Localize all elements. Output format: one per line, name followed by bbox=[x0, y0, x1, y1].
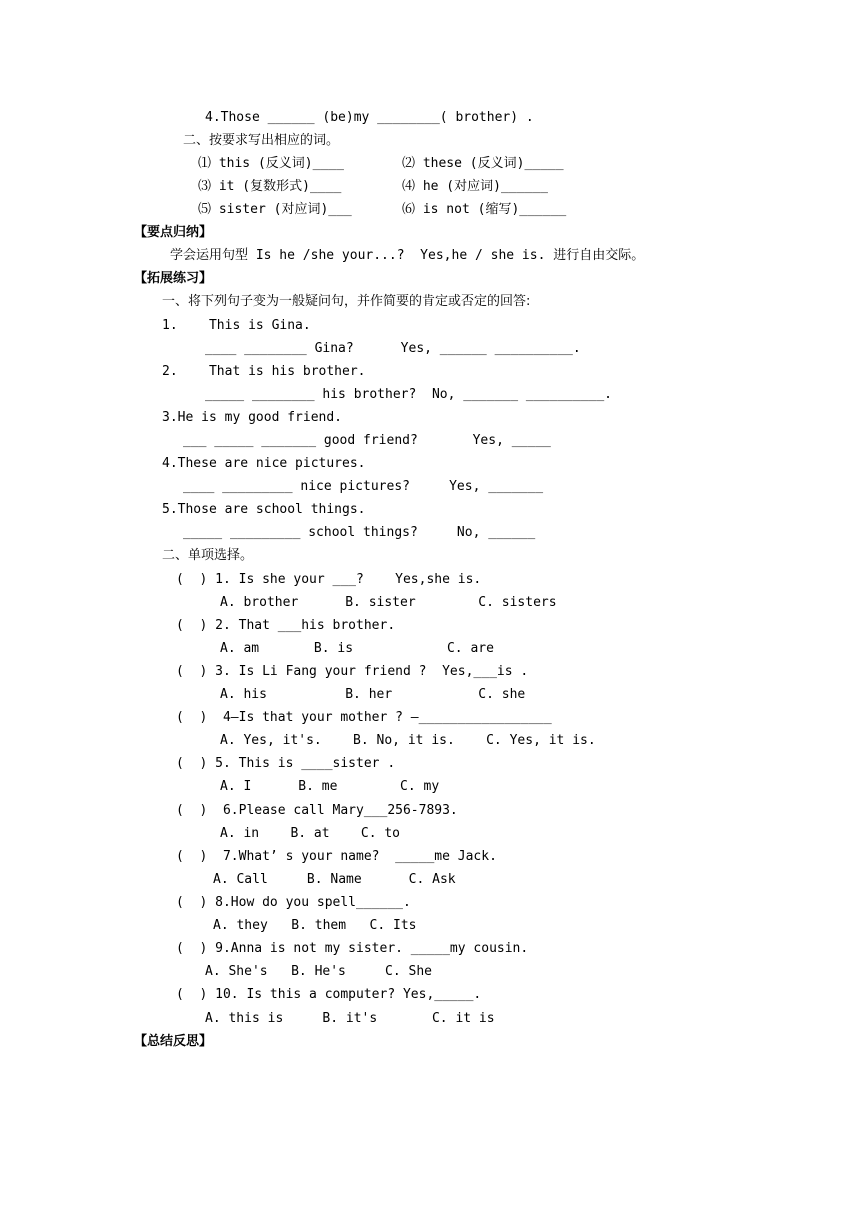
answer-2: _____ ________ his brother? No, _______ __________. bbox=[205, 387, 612, 402]
section-2-title: 二、按要求写出相应的词。 bbox=[183, 133, 340, 148]
part-2-title: 二、单项选择。 bbox=[162, 548, 254, 563]
mc-question-8: ( ) 8.How do you spell______. bbox=[176, 895, 411, 910]
mc-options-7: A. Call B. Name C. Ask bbox=[213, 872, 456, 887]
mc-options-6: A. in B. at C. to bbox=[220, 826, 401, 841]
question-4: 4.These are nice pictures. bbox=[162, 456, 366, 471]
mc-question-6: ( ) 6.Please call Mary___256-7893. bbox=[176, 803, 458, 818]
mc-options-1: A. brother B. sister C. sisters bbox=[220, 595, 557, 610]
word-item-5: ⑸ sister (对应词)___ bbox=[198, 202, 352, 217]
answer-1: ____ ________ Gina? Yes, ______ __________. bbox=[205, 341, 581, 356]
mc-question-9: ( ) 9.Anna is not my sister. _____my cousin. bbox=[176, 941, 529, 956]
answer-4: ____ _________ nice pictures? Yes, _______ bbox=[183, 479, 544, 494]
answer-3: ___ _____ _______ good friend? Yes, _____ bbox=[183, 433, 551, 448]
word-item-3: ⑶ it (复数形式)____ bbox=[198, 179, 342, 194]
word-item-1: ⑴ this (反义词)____ bbox=[198, 156, 344, 171]
word-item-4: ⑷ he (对应词)______ bbox=[402, 179, 548, 194]
summary-heading: 【总结反思】 bbox=[134, 1034, 213, 1049]
mc-options-10: A. this is B. it's C. it is bbox=[205, 1011, 495, 1026]
key-points-heading: 【要点归纳】 bbox=[134, 225, 213, 240]
mc-options-5: A. I B. me C. my bbox=[220, 779, 440, 794]
question-2: 2. That is his brother. bbox=[162, 364, 366, 379]
exercise-line-4: 4.Those ______ (be)my ________( brother) . bbox=[205, 110, 534, 125]
mc-question-2: ( ) 2. That ___his brother. bbox=[176, 618, 396, 633]
question-5: 5.Those are school things. bbox=[162, 502, 366, 517]
question-1: 1. This is Gina. bbox=[162, 318, 311, 333]
mc-options-8: A. they B. them C. Its bbox=[213, 918, 417, 933]
word-item-6: ⑹ is not (缩写)______ bbox=[402, 202, 567, 217]
key-points-text: 学会运用句型 Is he /she your...? Yes,he / she is. 进行自由交际。 bbox=[170, 248, 645, 263]
mc-question-5: ( ) 5. This is ____sister . bbox=[176, 756, 396, 771]
mc-question-1: ( ) 1. Is she your ___? Yes,she is. bbox=[176, 572, 482, 587]
extension-heading: 【拓展练习】 bbox=[134, 271, 213, 286]
mc-options-2: A. am B. is C. are bbox=[220, 641, 494, 656]
mc-options-4: A. Yes, it's. B. No, it is. C. Yes, it is. bbox=[220, 733, 596, 748]
mc-question-3: ( ) 3. Is Li Fang your friend ? Yes,___is . bbox=[176, 664, 529, 679]
mc-question-4: ( ) 4—Is that your mother ? —_________________ bbox=[176, 710, 552, 725]
mc-options-3: A. his B. her C. she bbox=[220, 687, 526, 702]
question-3: 3.He is my good friend. bbox=[162, 410, 343, 425]
part-1-title: 一、将下列句子变为一般疑问句，并作简要的肯定或否定的回答: bbox=[162, 294, 531, 309]
word-item-2: ⑵ these (反义词)_____ bbox=[402, 156, 564, 171]
answer-5: _____ _________ school things? No, ______ bbox=[183, 525, 536, 540]
mc-question-10: ( ) 10. Is this a computer? Yes,_____. bbox=[176, 987, 482, 1002]
mc-question-7: ( ) 7.What’ s your name? _____me Jack. bbox=[176, 849, 497, 864]
mc-options-9: A. She's B. He's C. She bbox=[205, 964, 432, 979]
